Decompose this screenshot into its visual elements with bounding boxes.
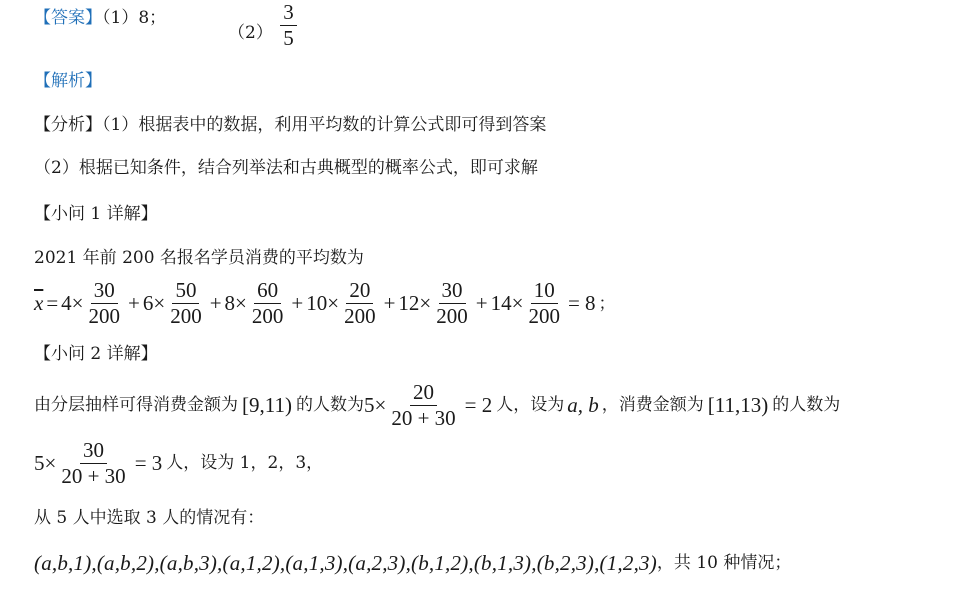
plus-sign: + xyxy=(475,291,488,315)
q2-fraction2 xyxy=(58,440,128,487)
fraction-numerator: 20 xyxy=(410,382,437,406)
fenxi-line2: （2）根据已知条件，结合列举法和古典概型的概率公式，即可求解 xyxy=(34,158,538,178)
fraction-numerator: 30 xyxy=(91,280,118,304)
xbar-symbol: $\overline{x}$ xyxy=(34,291,44,315)
q2-result2: = 3 xyxy=(134,451,163,475)
times-sign: × xyxy=(511,291,524,315)
q2-line1 xyxy=(34,382,840,429)
term-coefficient: 12 xyxy=(398,291,420,315)
formula-terms xyxy=(61,280,565,327)
q2-text-2: 人，设为 1，2，3， xyxy=(166,453,324,473)
times-sign: × xyxy=(327,291,340,315)
term-coefficient: 10 xyxy=(306,291,328,315)
answer-line xyxy=(34,10,166,27)
term-fraction xyxy=(86,280,124,327)
q1-intro: 2021 年前 200 名报名学员消费的平均数为 xyxy=(34,248,364,268)
term-fraction xyxy=(433,280,471,327)
combos-tail: ，共 10 种情况； xyxy=(656,553,792,573)
times-sign: × xyxy=(71,291,84,315)
fraction-denominator: 200 xyxy=(436,304,468,328)
term-fraction xyxy=(525,280,563,327)
fenxi-line1 xyxy=(34,117,546,134)
combos-list: (a,b,1),(a,b,2),(a,b,3),(a,1,2),(a,1,3),(a,2,3),(b,1,2),(b,1,3),(b,2,3),(1,2,3) xyxy=(34,551,657,575)
q1-header: 【小问 1 详解】 xyxy=(34,204,158,224)
fraction-denominator: 200 xyxy=(88,304,121,328)
fraction-numerator: 20 xyxy=(346,280,373,304)
fraction-numerator: 30 xyxy=(80,440,107,464)
fraction-denominator: 20 + 30 xyxy=(61,464,126,488)
fraction-denominator: 200 xyxy=(251,304,284,328)
fraction-numerator: 30 xyxy=(439,280,466,304)
q2-line2 xyxy=(34,440,323,487)
q2-coef1: 5× xyxy=(363,393,387,417)
analysis-header: 【解析】 xyxy=(34,71,102,91)
q2-fraction1 xyxy=(388,382,458,429)
fraction-denominator: 200 xyxy=(344,304,376,328)
q2-header: 【小问 2 详解】 xyxy=(34,344,158,364)
q2-text-d: ，消费金额为 xyxy=(601,395,704,415)
q2-text-e: 的人数为 xyxy=(772,395,841,415)
fraction-numerator: 3 xyxy=(280,2,297,26)
fraction-denominator: 200 xyxy=(170,304,202,328)
fraction-numerator: 60 xyxy=(254,280,281,304)
q1-formula xyxy=(34,280,616,327)
term-fraction xyxy=(249,280,287,327)
answer-tag: 【答案】 xyxy=(34,8,102,28)
formula-end: ； xyxy=(598,294,616,313)
term-coefficient: 4 xyxy=(61,291,72,315)
fraction-numerator: 50 xyxy=(172,280,199,304)
fraction-denominator: 5 xyxy=(283,26,294,50)
fraction-numerator: 10 xyxy=(531,280,558,304)
times-sign: × xyxy=(153,291,166,315)
q2-vars: a, b xyxy=(567,393,599,417)
answer-part2-label: （2） xyxy=(228,23,273,43)
plus-sign: + xyxy=(291,291,304,315)
answer-part2-fraction xyxy=(280,2,297,49)
q2-line3: 从 5 人中选取 3 人的情况有： xyxy=(34,508,265,528)
q2-result1: = 2 xyxy=(464,393,493,417)
q2-text-a: 由分层抽样可得消费金额为 xyxy=(34,395,238,415)
plus-sign: + xyxy=(383,291,396,315)
plus-sign: + xyxy=(209,291,222,315)
q2-text-c: 人，设为 xyxy=(496,395,565,415)
term-coefficient: 14 xyxy=(490,291,512,315)
interval-1: [9,11) xyxy=(242,393,292,417)
fraction-denominator: 200 xyxy=(528,304,560,328)
plus-sign: + xyxy=(128,291,140,315)
answer-part1: （1）8； xyxy=(102,8,167,28)
q2-coef2: 5× xyxy=(34,451,57,475)
fraction-denominator: 20 + 30 xyxy=(391,406,456,430)
times-sign: × xyxy=(419,291,432,315)
interval-2: [11,13) xyxy=(707,393,769,417)
times-sign: × xyxy=(235,291,247,315)
formula-result: = 8 xyxy=(567,291,596,315)
term-coefficient: 8 xyxy=(224,291,236,315)
fenxi-text1: （1）根据表中的数据，利用平均数的计算公式即可得到答案 xyxy=(102,115,547,135)
q2-combos-line xyxy=(34,553,791,574)
term-fraction xyxy=(341,280,379,327)
answer-part2 xyxy=(228,2,299,49)
q2-text-b: 的人数为 xyxy=(295,395,364,415)
fenxi-tag: 【分析】 xyxy=(34,115,102,135)
term-coefficient: 6 xyxy=(142,291,154,315)
term-fraction xyxy=(167,280,205,327)
equals-sign: = xyxy=(46,291,59,315)
